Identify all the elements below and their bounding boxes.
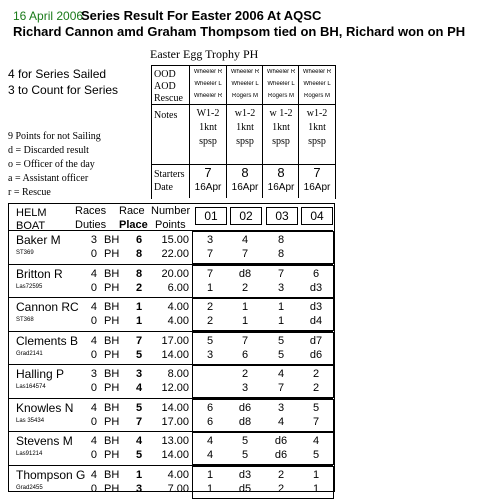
race-result: 4 (241, 234, 249, 246)
race-result: 5 (241, 449, 249, 461)
duties-count: 0 (90, 415, 97, 428)
place-ph: 4 (135, 382, 143, 394)
report-date: 16 April 2006 (13, 9, 84, 23)
col-race: Race (119, 205, 145, 217)
race-result: 2 (241, 368, 249, 380)
duties-count: 0 (90, 449, 97, 461)
race-result: 2 (206, 301, 214, 313)
event-bh: BH (104, 267, 120, 280)
race-date: 16Apr (303, 182, 331, 193)
race-result: 5 (241, 435, 249, 447)
race-result: 7 (206, 267, 214, 280)
place-ph: 1 (135, 315, 143, 327)
race-column-4 (298, 65, 335, 198)
duties-count: 0 (90, 382, 97, 394)
col-helm: HELM (16, 207, 47, 219)
helm-name: Cannon RC (16, 300, 79, 314)
race-result: 7 (241, 248, 249, 260)
points-ph: 7.00 (167, 482, 189, 495)
race-result: 6 (312, 267, 320, 280)
col-duties: Duties (75, 219, 107, 231)
duties-count: 0 (90, 281, 97, 294)
race-result: 3 (206, 348, 214, 361)
race-result: 5 (312, 401, 320, 414)
races-count: 4 (90, 401, 97, 414)
helm-name: Knowles N (16, 400, 74, 415)
race-result: 2 (312, 382, 320, 394)
race-result: d6 (274, 449, 288, 461)
series-count: 3 to Count for Series (8, 83, 119, 97)
race-result: 2 (312, 368, 320, 380)
sail-number: Las 35434 (16, 417, 45, 424)
sail-number: Las72595 (16, 283, 43, 290)
legend-item: d = Discarded result (8, 145, 89, 156)
race-number-04: 04 (301, 207, 333, 225)
race-note: spsp (272, 136, 290, 147)
race-result: 1 (277, 315, 285, 327)
race-number-01: 01 (195, 207, 227, 225)
sail-number: Las91214 (16, 451, 43, 457)
race-result: d6 (238, 401, 252, 414)
race-result: 8 (277, 248, 285, 260)
race-result: 2 (206, 315, 214, 327)
race-result: 3 (277, 281, 285, 294)
race-note: 1knt (236, 122, 254, 133)
race-result: 2 (277, 468, 285, 481)
race-result: 6 (241, 348, 249, 361)
race-note: w1-2 (234, 108, 256, 119)
races-count: 3 (90, 368, 97, 380)
points-ph: 14.00 (161, 449, 189, 461)
legend-item: a = Assistant officer (8, 173, 89, 184)
race-note: 1knt (272, 122, 290, 133)
race-column-1 (189, 65, 226, 198)
legend (8, 130, 101, 200)
col-races: Races (75, 205, 107, 217)
race-result: 5 (312, 449, 320, 461)
helm-name: Stevens M (16, 434, 73, 448)
event-ph: PH (104, 415, 120, 428)
legend-item: o = Officer of the day (8, 159, 95, 170)
race-column-2 (226, 65, 263, 198)
race-result: 1 (206, 281, 214, 294)
race-note: w1-2 (306, 108, 328, 119)
race-note: w 1-2 (269, 108, 293, 119)
race-result: d4 (309, 315, 323, 327)
race-result: d8 (238, 415, 252, 428)
race-starters: 7 (313, 165, 321, 180)
race-officer: Wheeler R (193, 69, 223, 75)
place-ph: 7 (135, 415, 143, 428)
race-result: 4 (206, 435, 214, 447)
col-points: Points (155, 219, 186, 231)
helm-name: Britton R (16, 266, 63, 281)
race-result: 8 (277, 234, 285, 246)
event-bh: BH (104, 301, 120, 313)
races-count: 4 (90, 267, 97, 280)
races-count: 4 (90, 468, 97, 481)
race-result: 4 (277, 415, 285, 428)
race-result: 7 (312, 415, 320, 428)
place-bh: 6 (135, 234, 143, 246)
race-officer: Wheeler L (303, 81, 331, 87)
trophy-name: Easter Egg Trophy PH (150, 47, 259, 61)
race-result: 7 (206, 248, 214, 260)
race-note: W1-2 (196, 108, 220, 119)
label-date: Date (154, 182, 173, 193)
place-bh: 7 (135, 334, 143, 347)
label-starters: Starters (154, 169, 185, 180)
race-officer: Wheeler R (193, 93, 223, 99)
points-ph: 6.00 (167, 281, 189, 294)
label-ood: OOD (154, 69, 176, 80)
race-result: 2 (241, 281, 249, 294)
helm-name: Thompson G (16, 467, 86, 482)
event-ph: PH (104, 382, 120, 394)
race-result: d6 (274, 435, 288, 447)
col-number: Number (151, 205, 191, 217)
race-note: spsp (199, 136, 217, 147)
col-boat: BOAT (16, 220, 46, 232)
points-bh: 13.00 (161, 435, 189, 447)
place-bh: 1 (135, 301, 143, 313)
series-info (8, 66, 118, 98)
event-ph: PH (104, 281, 120, 294)
report-subtitle: Richard Cannon amd Graham Thompsom tied on BH, Richard won on PH (13, 24, 466, 39)
race-result: 1 (241, 315, 249, 327)
race-result: d8 (238, 267, 252, 280)
race-result: 4 (277, 368, 285, 380)
race-officer: Rogers M (303, 93, 330, 99)
helm-name: Baker M (16, 233, 61, 247)
race-date: 16Apr (194, 182, 222, 193)
race-number-02: 02 (230, 207, 262, 225)
race-note: 1knt (199, 122, 217, 133)
event-bh: BH (104, 401, 120, 414)
points-bh: 8.00 (167, 368, 189, 380)
race-result: 6 (206, 401, 214, 414)
race-result: 7 (277, 267, 285, 280)
col-place: Place (119, 219, 148, 231)
race-result: d3 (309, 281, 323, 294)
place-ph: 5 (135, 449, 143, 461)
event-bh: BH (104, 334, 120, 347)
race-result: 3 (241, 382, 249, 394)
race-result: 4 (312, 435, 320, 447)
duties-count: 0 (90, 315, 97, 327)
event-ph: PH (104, 248, 120, 260)
race-note: spsp (308, 136, 326, 147)
race-result: 5 (277, 348, 285, 361)
race-officer: Rogers M (267, 93, 294, 99)
label-aod: AOD (154, 81, 176, 92)
event-ph: PH (104, 348, 120, 361)
race-result: 1 (312, 482, 320, 495)
race-note: 1knt (308, 122, 326, 133)
race-result: 1 (241, 301, 249, 313)
race-result: 4 (206, 449, 214, 461)
event-ph: PH (104, 315, 120, 327)
race-starters: 8 (277, 165, 285, 180)
race-column-3 (262, 65, 299, 198)
race-result: d6 (309, 348, 323, 361)
duties-count: 0 (90, 248, 97, 260)
points-bh: 14.00 (161, 401, 189, 414)
race-date: 16Apr (267, 182, 295, 193)
race-officer: Rogers M (231, 93, 258, 99)
race-officer: Wheeler R (266, 69, 296, 75)
points-bh: 17.00 (161, 334, 189, 347)
points-ph: 12.00 (161, 382, 189, 394)
points-ph: 22.00 (161, 248, 189, 260)
place-ph: 2 (135, 281, 143, 294)
report-title: Series Result For Easter 2006 At AQSC (81, 8, 322, 23)
event-ph: PH (104, 482, 120, 495)
place-bh: 4 (135, 435, 143, 447)
place-ph: 8 (135, 248, 143, 260)
points-bh: 15.00 (161, 234, 189, 246)
sail-number: Grad2141 (16, 350, 43, 357)
race-starters: 7 (204, 165, 212, 180)
race-result: 5 (277, 334, 285, 347)
event-bh: BH (104, 234, 120, 246)
race-result: 6 (206, 415, 214, 428)
race-result: d3 (309, 301, 323, 313)
helm-name: Clements B (16, 333, 79, 348)
race-officer: Wheeler R (302, 69, 332, 75)
race-result: 1 (206, 482, 214, 495)
helm-name: Halling P (16, 367, 65, 381)
races-count: 4 (90, 301, 97, 313)
series-sailed: 4 for Series Sailed (8, 67, 107, 81)
sail-number: ST369 (16, 250, 34, 256)
points-bh: 4.00 (167, 301, 189, 313)
place-bh: 5 (135, 401, 143, 414)
legend-item: 9 Points for not Sailing (8, 131, 101, 142)
label-notes: Notes (154, 110, 178, 121)
race-result: 7 (277, 382, 285, 394)
race-result: 1 (206, 468, 214, 481)
place-bh: 1 (135, 468, 143, 481)
label-rescue: Rescue (154, 93, 183, 104)
race-result: 1 (277, 301, 285, 313)
legend-item: r = Rescue (8, 187, 51, 198)
race-officer: Wheeler L (194, 81, 222, 87)
race-result: d7 (309, 334, 323, 347)
points-ph: 4.00 (167, 315, 189, 327)
place-ph: 3 (135, 482, 143, 495)
points-bh: 4.00 (167, 468, 189, 481)
points-ph: 17.00 (161, 415, 189, 428)
race-result: d5 (238, 482, 252, 495)
race-result: 2 (277, 482, 285, 495)
event-bh: BH (104, 368, 120, 380)
event-ph: PH (104, 449, 120, 461)
race-result: d3 (238, 468, 252, 481)
duties-count: 0 (90, 348, 97, 361)
race-number-03: 03 (266, 207, 298, 225)
duties-count: 0 (90, 482, 97, 495)
races-count: 4 (90, 435, 97, 447)
race-starters: 8 (241, 165, 249, 180)
race-result: 7 (241, 334, 249, 347)
event-bh: BH (104, 435, 120, 447)
points-ph: 14.00 (161, 348, 189, 361)
race-date: 16Apr (231, 182, 259, 193)
points-bh: 20.00 (161, 267, 189, 280)
race-result: 5 (206, 334, 214, 347)
sail-number: Grad2455 (16, 484, 43, 491)
place-bh: 3 (135, 368, 143, 380)
race-officer: Wheeler L (267, 81, 295, 87)
races-count: 4 (90, 334, 97, 347)
race-result: 1 (312, 468, 320, 481)
race-result: 3 (277, 401, 285, 414)
sail-number: ST368 (16, 317, 34, 323)
race-result: 3 (206, 234, 214, 246)
races-count: 3 (90, 234, 97, 246)
sail-number: Las164574 (16, 384, 46, 390)
race-note: spsp (236, 136, 254, 147)
place-ph: 5 (135, 348, 143, 361)
race-officer: Wheeler R (230, 69, 260, 75)
event-bh: BH (104, 468, 120, 481)
place-bh: 8 (135, 267, 143, 280)
race-officer: Wheeler L (231, 81, 259, 87)
